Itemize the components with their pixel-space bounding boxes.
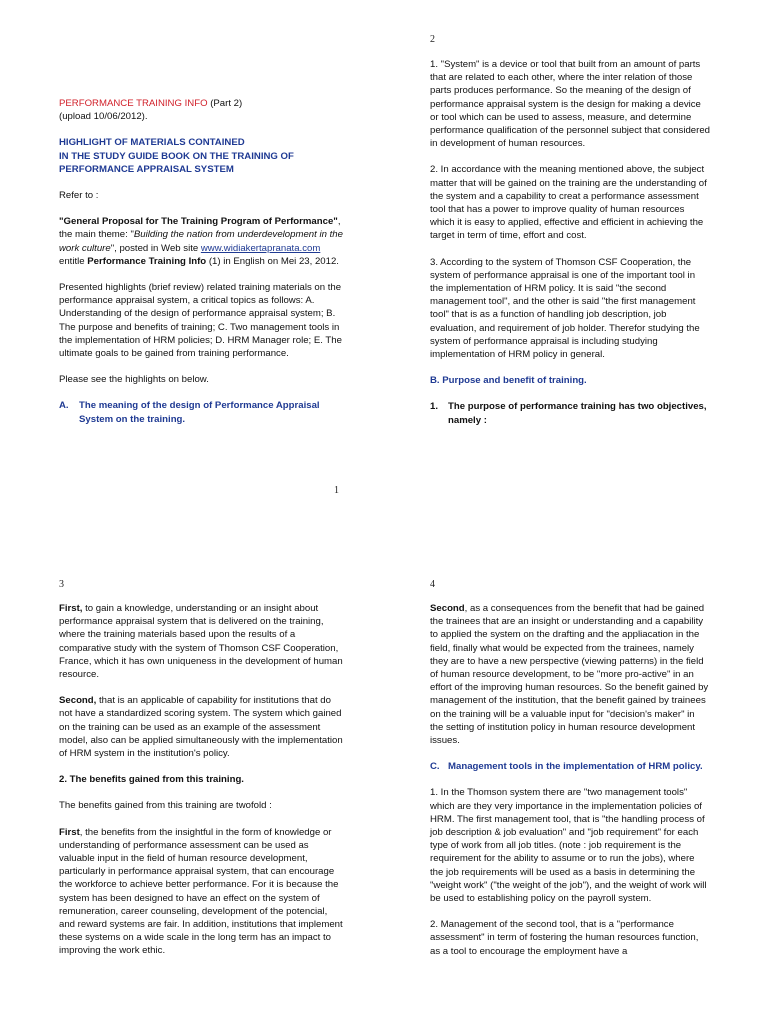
page-2: [430, 58, 710, 427]
proposal-text: (1) in English on Mei 23, 2012.: [206, 255, 339, 267]
benefit-first-paragraph: [59, 826, 344, 958]
benefits-heading: 2. The benefits gained from this training.: [59, 774, 244, 786]
second-label: Second,: [59, 695, 97, 707]
section-b-heading: B. Purpose and benefit of training.: [430, 375, 587, 387]
title-part: (Part 2): [207, 98, 243, 109]
refer-text: Refer to :: [59, 190, 99, 202]
p4-para-1: 1. In the Thomson system there are "two management tools" which are they very importance in the implementation policies of HRM. The first management tool, that is "the handling process of job description & job evaluation" and "job requirement" for each type of work from all job titles. (note : job requirement is the requirement for the ability to assume or to run the jobs), where the job requirements will be used as a basis in determining the "weight work" ("the weight of the job"), and the weight of work will be used to establishing policy on the payroll system.: [430, 787, 707, 905]
first-label: First,: [59, 603, 83, 614]
purpose-number: 1.: [430, 401, 439, 413]
purpose-text: The purpose of performance training has two objectives, namely :: [448, 401, 707, 426]
section-c-text: Management tools in the implementation of HRM policy.: [448, 761, 703, 773]
page-4: [430, 602, 710, 971]
highlight-line-2: IN THE STUDY GUIDE BOOK ON THE TRAINING OF: [59, 150, 294, 162]
section-a-text: The meaning of the design of Performance Appraisal System on the training.: [79, 400, 320, 425]
section-c-heading: [430, 760, 710, 773]
highlight-line-3: PERFORMANCE APPRAISAL SYSTEM: [59, 163, 234, 175]
highlight-heading: [59, 136, 344, 176]
highlight-line-1: HIGHLIGHT OF MATERIALS CONTAINED: [59, 137, 245, 149]
benefit-first-text: , the benefits from the insightful in the form of knowledge or understanding of performance assessment can be used as valuable input in the field of human resource development, particularly in performance appraisal system, that can encourage the workforce to achieve better performance. For it is because the system has been designed to have an effect on the system of remuneration, career counseling, development of the potencial, and reward systems are fair. In addition, institutions that implement these systems on a wide scale in the long term has an impact to improving the work ethic.: [59, 826, 343, 957]
second-label: Second: [430, 603, 465, 614]
proposal-text: , the main theme: ": [59, 216, 341, 241]
page-3: [59, 602, 344, 971]
benefits-intro: The benefits gained from this training are twofold :: [59, 800, 272, 812]
benefit-first-label: First: [59, 826, 80, 838]
page-1: [59, 97, 344, 426]
page-number: 2: [430, 34, 435, 45]
info-title: Performance Training Info: [87, 255, 207, 267]
purpose-heading: [430, 400, 710, 426]
p2-para-3: 3. According to the system of Thomson CSF Cooperation, the system of performance appraisal is one of the important tool in the implementation of HRM policy. It is said "the second management tool", and the other is said "the first management tool" that is as a function of handling job description, job evaluation, and requirement of job holder. Therefor studying the system of performance appraisal is including studying implementation of HRM policy in general.: [430, 256, 700, 361]
page-number: 1: [334, 485, 339, 496]
section-a-letter: A.: [59, 400, 69, 412]
p2-para-1: 1. "System" is a device or tool that built from an amount of parts that are related to each other, where the inter relation of those parts produces performance. So the meaning of the design of performance appraisal system is the design for making a device or tool which can be used to assess, measure, and determine performance qualification of the personnel subject that considered in development of human resources.: [430, 59, 710, 150]
section-a-heading: [59, 399, 344, 425]
page-number: 3: [59, 579, 64, 590]
section-c-letter: C.: [430, 761, 440, 773]
p2-para-2: 2. In accordance with the meaning mentioned above, the subject matter that will be gained on the training are the understanding of the system and a capability to creat a performance assessment tool that has a power to improve quality of human resources which it is easy to applied, effective and efficient in achieving the target in term of time, effort and cost.: [430, 164, 707, 242]
website-link[interactable]: www.widiakertapranata.com: [200, 242, 321, 254]
p3-second-paragraph: [59, 694, 344, 760]
second-text: , as a consequences from the benefit that had be gained the trainees that are an insight or understanding and a capability to applied the system on the drafting and the appliacation in the field, finally what would be expected from the trainees, namely they are to have a new perspective (viewing patterns) in the field of human resource development, to be "more pro-active" in an effort of the improving human resources. So the benefit gained by management of the institution, that the benefit gained by trainees on the training will be a valuable input for "decision's maker" in the setting of institution policy in human resource development issues.: [430, 603, 709, 747]
title-red: PERFORMANCE TRAINING INFO: [59, 98, 208, 109]
upload-date: (upload 10/06/2012).: [59, 111, 148, 123]
proposal-title: "General Proposal for The Training Program of Performance": [59, 216, 338, 228]
proposal-theme: Building the nation from underdevelopment in the work culture: [59, 229, 343, 254]
p3-first-paragraph: [59, 602, 344, 681]
p4-second-paragraph: [430, 602, 710, 747]
proposal-text: entitle: [59, 255, 88, 267]
presented-paragraph: Presented highlights (brief review) related training materials on the performance appraisal system, a critical topics as follows: A. Understanding of the design of performance appraisal system; B. The purpose and benefits of training; C. Two management tools in the implementation of HRM policies; D. HRM Manager role; E. The ultimate goals to be gained from training performance.: [59, 282, 342, 360]
proposal-text: ", posted in Web site: [110, 242, 201, 254]
second-text: that is an applicable of capability for institutions that do not have a standardized scoring system. The system which gained on the training can be used as an example of the assessment model, also can be applied simultaneously with the implementation of HRM system in the institution's policy.: [59, 695, 343, 760]
proposal-paragraph: [59, 215, 344, 268]
first-text: to gain a knowledge, understanding or an insight about performance appraisal system that is delivered on the training, where the training materials based upon the results of a comparative study with the system of Thomson CSF Cooperation, France, which it has own uniqueness in the development of human resource.: [59, 603, 343, 681]
p4-para-2: 2. Management of the second tool, that is a "performance assessment" in term of fostering the human resources function, as a tool to encourage the employment have a: [430, 919, 699, 957]
please-text: Please see the highlights on below.: [59, 374, 209, 386]
page-number: 4: [430, 579, 435, 590]
doc-title: [59, 97, 344, 110]
